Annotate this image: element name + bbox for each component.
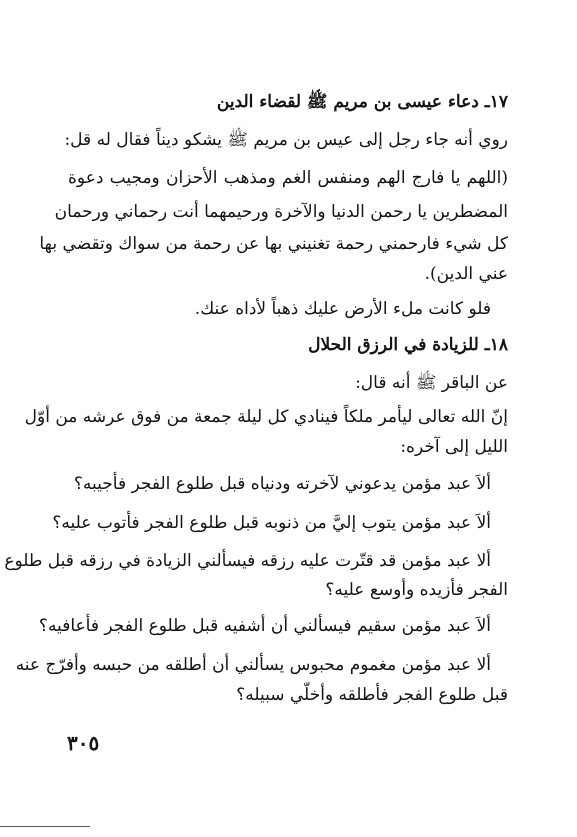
call-line: ألا عبد مؤمن مغموم محبوس يسألني أن أطلقه من حبسه وأفرّج عنه [15,655,491,675]
call-line: ألاَ عبد مؤمن يتوب إليَّ من ذنوبه قبل طلوع الفجر فأتوب عليه؟ [52,513,491,533]
call-line: ألاَ عبد مؤمن سقيم فيسألني أن أشفيه قبل طلوع الفجر فأعافيه؟ [38,616,491,636]
section-18-heading: ١٨ـ للزيادة في الرزق الحلال [308,335,508,355]
section-18-narrator: عن الباقر ﷺ أنه قال: [355,373,508,393]
bottom-rule [0,826,90,827]
prayer-line: المضطرين يا رحمن الدنيا والآخرة ورحيمهما أنت رحماني ورحمان [54,202,508,222]
section-18-intro-line: الليل إلى آخره: [400,437,508,457]
section-17-heading: ١٧ـ دعاء عيسى بن مريم ﷺ لقضاء الدين [216,92,508,112]
prayer-line: عني الدين). [424,264,508,284]
call-line: ألا عبد مؤمن قد قتّرت عليه رزقه فيسألني الزيادة في رزقه قبل طلوع [4,551,491,571]
page-number: ٣٠٥ [67,731,100,755]
prayer-line: (اللهم يا فارج الهم ومنفس الغم ومذهب الأحزان ومجيب دعوة [68,168,508,188]
call-line: قبل طلوع الفجر فأطلقه وأخلّي سبيله؟ [236,685,508,705]
call-line: ألاَ عبد مؤمن يدعوني لآخرته ودنياه قبل طلوع الفجر فأجيبه؟ [73,474,491,494]
section-17-closing: فلو كانت ملء الأرض عليك ذهباً لأداه عنك. [194,299,491,319]
call-line: الفجر فأزيده وأوسع عليه؟ [325,580,508,600]
prayer-line: كل شيء فارحمني رحمة تغنيني بها عن رحمة من سواك وتقضي بها [39,234,508,254]
section-18-intro-line: إنّ الله تعالى ليأمر ملكاً فينادي كل ليلة جمعة من فوق عرشه من أوّل [24,407,508,427]
section-17-intro: روي أنه جاء رجل إلى عيس بن مريم ﷺ يشكو ديناً فقال له قل: [64,130,508,150]
